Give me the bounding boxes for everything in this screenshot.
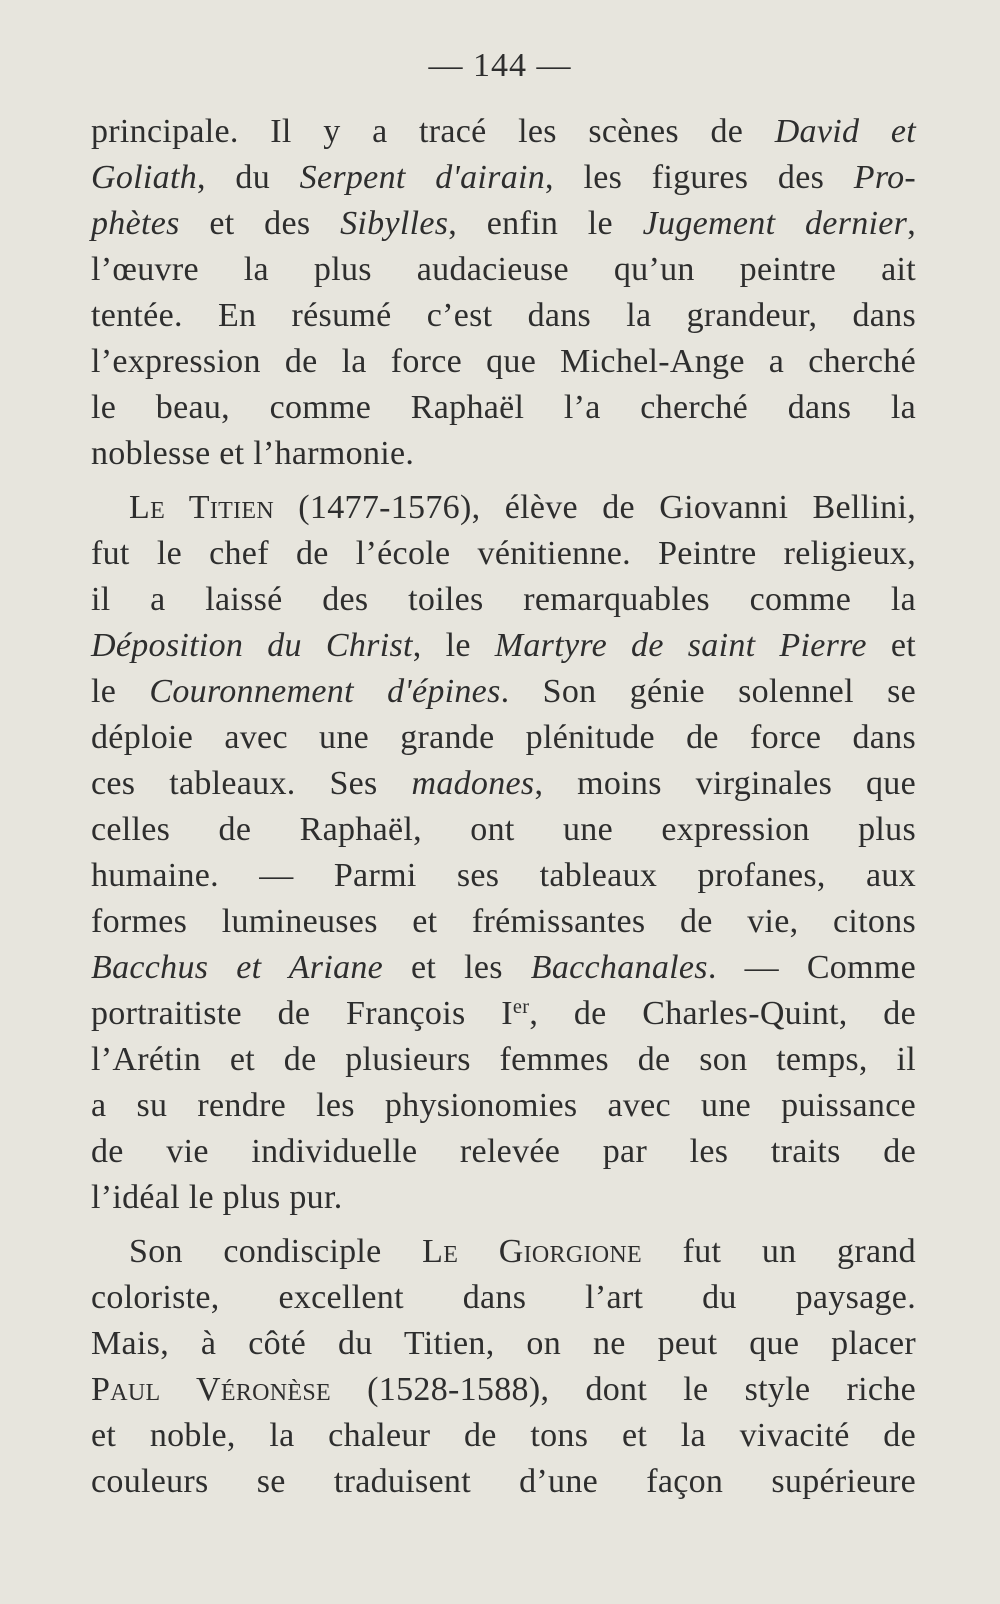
text-line — [91, 715, 916, 761]
text-run: Mais, à côté du Titien, on ne peut que placer — [91, 1325, 916, 1362]
text-line — [91, 577, 916, 623]
text-run: l’idéal le plus pur. — [91, 1179, 343, 1216]
small-caps-name: Paul Véronèse — [91, 1371, 331, 1408]
text-run: , — [907, 205, 917, 242]
text-line — [91, 531, 916, 577]
text-run: formes lumineuses et frémissantes de vie, citons — [91, 903, 916, 940]
page-number: — 144 — — [428, 47, 572, 84]
text-run: tentée. En résumé c’est dans la grandeur, dans — [91, 297, 916, 334]
text-line — [91, 247, 916, 293]
text-run: fut le chef de l’école vénitienne. Peintre religieux, — [91, 535, 916, 572]
text-line — [91, 1367, 916, 1413]
text-line — [91, 201, 916, 247]
small-caps-name: Le Titien — [129, 489, 274, 526]
text-run: le — [91, 673, 150, 710]
text-line — [91, 945, 916, 991]
text-line — [91, 807, 916, 853]
text-line — [91, 385, 916, 431]
text-run: ces tableaux. Ses — [91, 765, 412, 802]
text-line — [91, 293, 916, 339]
text-line — [91, 1037, 916, 1083]
text-run: , les figures des — [545, 159, 854, 196]
text-line — [91, 1413, 916, 1459]
text-run: il a laissé des toiles remarquables comme la — [91, 581, 916, 618]
italic-run: Pro- — [853, 159, 917, 196]
text-line — [91, 1459, 916, 1505]
italic-run: Jugement dernier — [642, 205, 908, 242]
text-run: fut un grand — [642, 1233, 916, 1270]
italic-run: Couronnement d'épines — [149, 673, 501, 710]
small-caps-name: Le Giorgione — [422, 1233, 642, 1270]
text-run: déploie avec une grande plénitude de force dans — [91, 719, 916, 756]
italic-run: Martyre de saint Pierre — [494, 627, 867, 664]
text-line — [91, 623, 916, 669]
text-line — [91, 761, 916, 807]
paragraph-gap — [91, 1221, 916, 1229]
paragraph-gap — [91, 477, 916, 485]
italic-run: madones — [411, 765, 535, 802]
text-line — [91, 339, 916, 385]
text-run: l’œuvre la plus audacieuse qu’un peintre ait — [91, 251, 916, 288]
text-run: . Son génie solennel se — [500, 673, 916, 710]
text-line — [91, 109, 916, 155]
text-run: et noble, la chaleur de tons et la vivacité de — [91, 1417, 916, 1454]
text-run: , le — [412, 627, 495, 664]
text-line — [91, 1175, 916, 1221]
text-line — [91, 899, 916, 945]
text-run: celles de Raphaël, ont une expression plus — [91, 811, 916, 848]
text-run: (1528-1588), dont le style riche — [330, 1371, 917, 1408]
text-run: couleurs se traduisent d’une façon supérieure — [91, 1463, 916, 1500]
text-run: , de Charles-Quint, de — [529, 995, 916, 1032]
text-line — [91, 991, 916, 1037]
text-line — [91, 1083, 916, 1129]
italic-run: Serpent d'airain — [299, 159, 546, 196]
text-run: humaine. — Parmi ses tableaux profanes, aux — [91, 857, 916, 894]
text-run: a su rendre les physionomies avec une puissance — [91, 1087, 916, 1124]
text-run: (1477-1576), élève de Giovanni Bellini, — [273, 489, 917, 526]
text-run: , moins virginales que — [534, 765, 916, 802]
italic-run: Goliath — [91, 159, 197, 196]
text-run: l’Arétin et de plusieurs femmes de son temps, il — [91, 1041, 916, 1078]
text-run: coloriste, excellent dans l’art du paysage. — [91, 1279, 916, 1316]
text-run: et les — [383, 949, 531, 986]
text-line — [91, 155, 916, 201]
italic-run: Sibylles — [340, 205, 449, 242]
text-line — [91, 1275, 916, 1321]
text-line — [91, 431, 916, 477]
text-run: portraitiste de François I — [91, 995, 513, 1032]
superscript: er — [512, 995, 530, 1018]
text-line — [91, 485, 916, 531]
italic-run: Bacchus et Ariane — [91, 949, 384, 986]
text-run: noblesse et l’harmonie. — [91, 435, 415, 472]
text-run: et — [866, 627, 917, 664]
body-text — [91, 109, 916, 1505]
text-line — [91, 669, 916, 715]
text-run: le beau, comme Raphaël l’a cherché dans la — [91, 389, 916, 426]
italic-run: David et — [774, 113, 916, 150]
text-run: principale. Il y a tracé les scènes de — [91, 113, 775, 150]
text-run: . — Comme — [707, 949, 916, 986]
text-run: , enfin le — [448, 205, 643, 242]
text-line — [91, 853, 916, 899]
text-run: , du — [197, 159, 300, 196]
italic-run: phètes — [91, 205, 180, 242]
text-run: de vie individuelle relevée par les traits de — [91, 1133, 916, 1170]
text-line — [91, 1229, 916, 1275]
text-line — [91, 1129, 916, 1175]
text-run: Son condisciple — [129, 1233, 423, 1270]
italic-run: Bacchanales — [530, 949, 708, 986]
italic-run: Déposition du Christ — [91, 627, 413, 664]
text-run: l’expression de la force que Michel-Ange a cherché — [91, 343, 916, 380]
text-line — [91, 1321, 916, 1367]
text-run: et des — [179, 205, 341, 242]
